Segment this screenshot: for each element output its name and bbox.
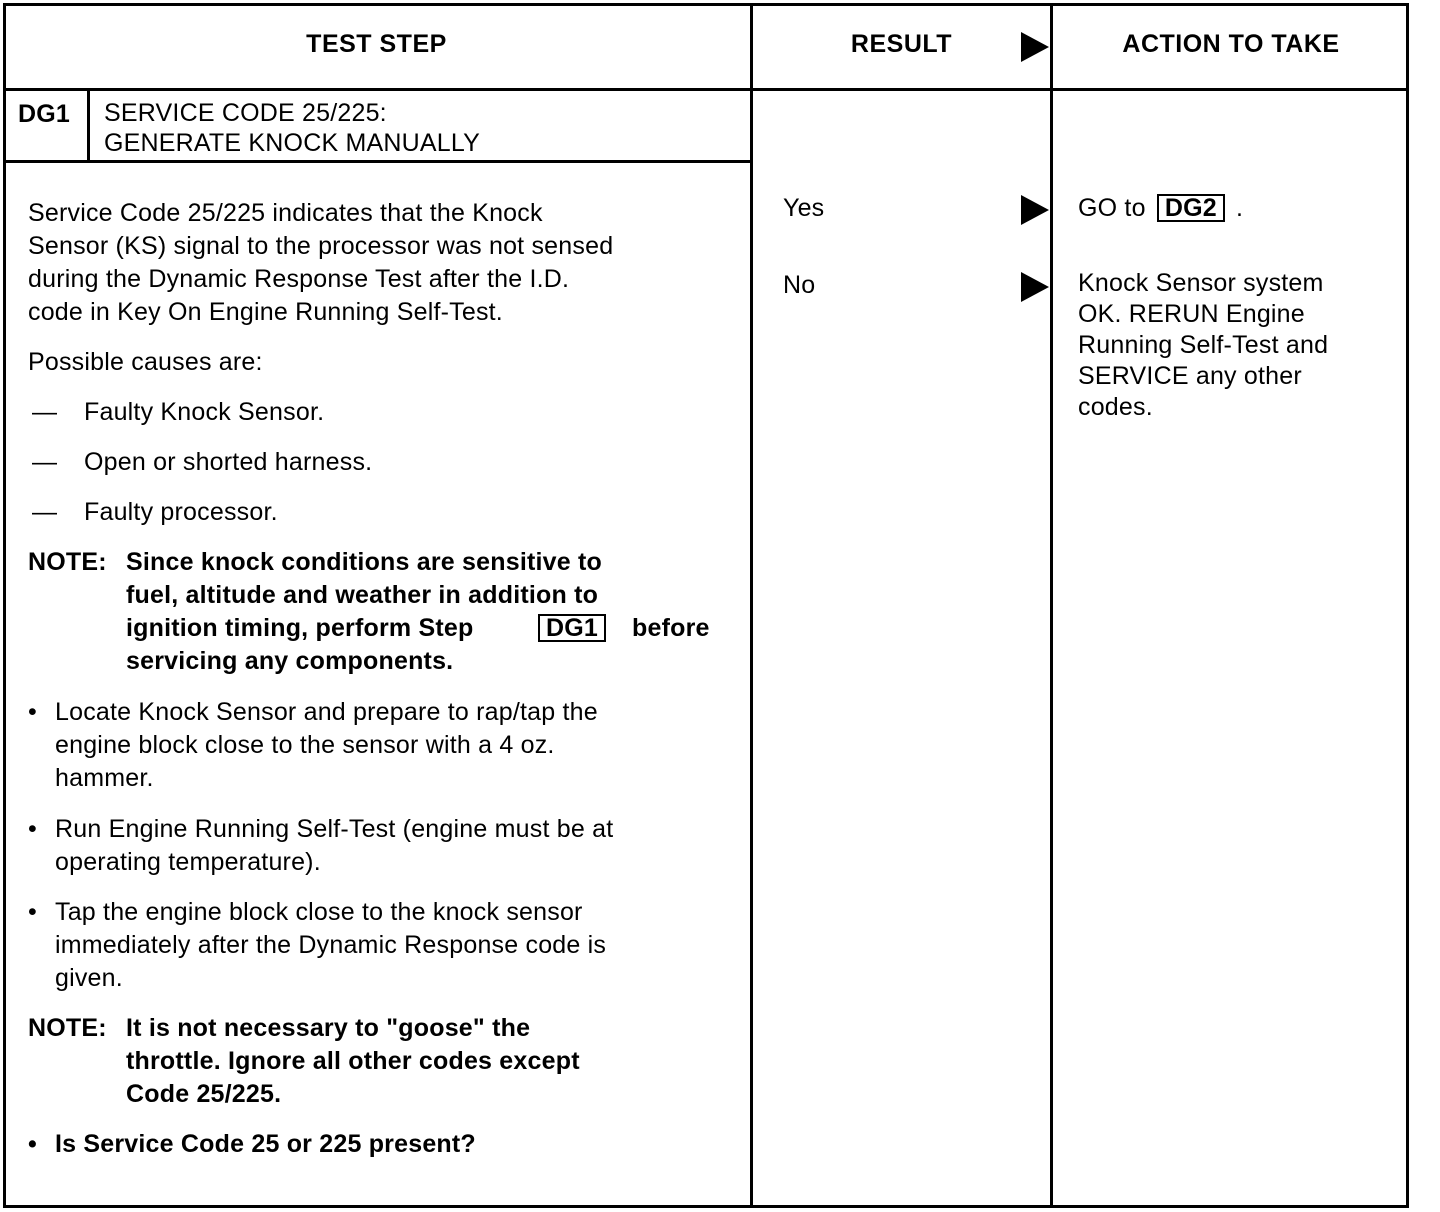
intro-line: Sensor (KS) signal to the processor was not sensed [28, 232, 614, 260]
action-yes [1078, 192, 1243, 225]
note-line: throttle. Ignore all other codes except [126, 1047, 580, 1075]
action-no-line: Running Self-Test and [1078, 331, 1329, 359]
step-id-divider [87, 88, 90, 162]
note-label: NOTE: [28, 548, 107, 576]
bullet-line: immediately after the Dynamic Response code is [55, 931, 607, 959]
bullet-line: given. [55, 964, 123, 992]
note-line: It is not necessary to "goose" the [126, 1014, 531, 1042]
column-divider-action [1050, 3, 1053, 1208]
note-line: before [632, 614, 710, 642]
result-yes-arrow-icon [1021, 195, 1049, 225]
cause-item: Faulty processor. [84, 498, 278, 526]
result-yes: Yes [783, 194, 825, 222]
bullet-line: Run Engine Running Self-Test (engine must be at [55, 815, 614, 843]
note-label: NOTE: [28, 1014, 107, 1042]
note-line: Since knock conditions are sensitive to [126, 548, 603, 576]
result-no: No [783, 271, 816, 299]
bullet-icon: • [28, 898, 37, 926]
cause-item: Faulty Knock Sensor. [84, 398, 325, 426]
intro-line: Service Code 25/225 indicates that the Knock [28, 199, 543, 227]
action-no-line: Knock Sensor system [1078, 269, 1324, 297]
note-line: servicing any components. [126, 647, 454, 675]
result-no-arrow-icon [1021, 272, 1049, 302]
cause-dash: — [32, 398, 58, 426]
header-result: RESULT [850, 30, 953, 58]
bullet-line: Tap the engine block close to the knock sensor [55, 898, 583, 926]
note-line: Code 25/225. [126, 1080, 282, 1108]
cause-dash: — [32, 498, 58, 526]
action-yes-suffix: . [1236, 194, 1244, 222]
action-no-line: OK. RERUN Engine [1078, 300, 1305, 328]
step-title-divider [3, 160, 753, 163]
header-action: ACTION TO TAKE [1122, 30, 1340, 58]
bullet-icon: • [28, 698, 37, 726]
step-ref-label: DG1 [538, 614, 606, 642]
note-line: ignition timing, perform Step [126, 614, 474, 642]
question: Is Service Code 25 or 225 present? [55, 1130, 476, 1158]
action-no-line: codes. [1078, 393, 1153, 421]
header-divider [3, 88, 1409, 91]
bullet-line: engine block close to the sensor with a 4 oz. [55, 731, 555, 759]
column-divider-result [750, 3, 753, 1208]
header-test-step: TEST STEP [306, 30, 447, 58]
bullet-icon: • [28, 815, 37, 843]
bullet-line: Locate Knock Sensor and prepare to rap/tap the [55, 698, 598, 726]
causes-label: Possible causes are: [28, 348, 263, 376]
step-title-line1: SERVICE CODE 25/225: [104, 99, 387, 127]
action-yes-prefix: GO to [1078, 194, 1146, 222]
header-arrow-icon [1021, 32, 1049, 62]
cause-item: Open or shorted harness. [84, 448, 373, 476]
step-ref-dg1[interactable] [538, 612, 606, 645]
bullet-line: operating temperature). [55, 848, 321, 876]
action-no-line: SERVICE any other [1078, 362, 1302, 390]
cause-dash: — [32, 448, 58, 476]
step-ref-dg2[interactable]: DG2 [1157, 194, 1225, 222]
bullet-icon: • [28, 1130, 37, 1158]
intro-line: code in Key On Engine Running Self-Test. [28, 298, 503, 326]
step-title-line2: GENERATE KNOCK MANUALLY [104, 129, 480, 157]
note-line: fuel, altitude and weather in addition to [126, 581, 599, 609]
intro-line: during the Dynamic Response Test after the I.D. [28, 265, 570, 293]
step-id: DG1 [18, 100, 71, 128]
bullet-line: hammer. [55, 764, 154, 792]
